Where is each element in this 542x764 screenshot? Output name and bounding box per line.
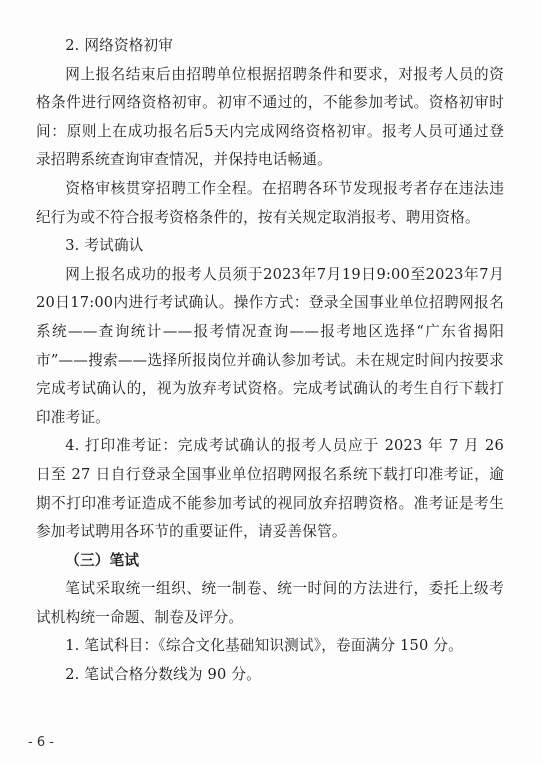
document-body <box>36 32 504 690</box>
paragraph-print-admission-ticket: 4. 打印准考证：完成考试确认的报考人员应于 2023 年 7 月 26 日至 27 日自行登录全国事业单位招聘网报名系统下载打印准考证，逾期不打印准考证造成不能参加考试的视同放弃招聘资格。准考证是考生参加考试聘用各环节的重要证件，请妥善保管。 <box>36 437 504 541</box>
paragraph-passing-score: 2. 笔试合格分数线为 90 分。 <box>65 666 261 684</box>
paragraph-written-exam-method: 笔试采取统一组织、统一制卷、统一时间的方法进行，委托上级考试机构统一命题、制卷及评分。 <box>36 580 504 626</box>
paragraph-exam-subject: 1. 笔试科目：《综合文化基础知识测试》，卷面满分 150 分。 <box>65 637 463 655</box>
page-number: - 6 - <box>28 735 54 750</box>
subheading-exam-confirmation: 3. 考试确认 <box>65 237 144 255</box>
section-heading-written-exam: （三）笔试 <box>65 551 140 569</box>
paragraph-exam-confirmation: 网上报名成功的报考人员须于2023年7月19日9:00至2023年7月20日17:00内进行考试确认。操作方式：登录全国事业单位招聘网报名系统——查询统计——报考情况查询——报考地区选择“广东省揭阳市”——搜索——选择所报岗位并确认参加考试。未在规定时间内按要求完成考试确认的，视为放弃考试资格。完成考试确认的考生自行下载打印准考证。 <box>36 265 504 426</box>
paragraph-network-review: 网上报名结束后由招聘单位根据招聘条件和要求，对报考人员的资格条件进行网络资格初审。初审不通过的，不能参加考试。资格初审时间：原则上在成功报名后5天内完成网络资格初审。报考人员可通过登录招聘系统查询审查情况，并保持电话畅通。 <box>36 65 504 169</box>
paragraph-qualification-check: 资格审核贯穿招聘工作全程。在招聘各环节发现报考者存在违法违纪行为或不符合报考资格条件的，按有关规定取消报考、聘用资格。 <box>36 179 504 226</box>
subheading-network-review: 2. 网络资格初审 <box>65 37 174 54</box>
